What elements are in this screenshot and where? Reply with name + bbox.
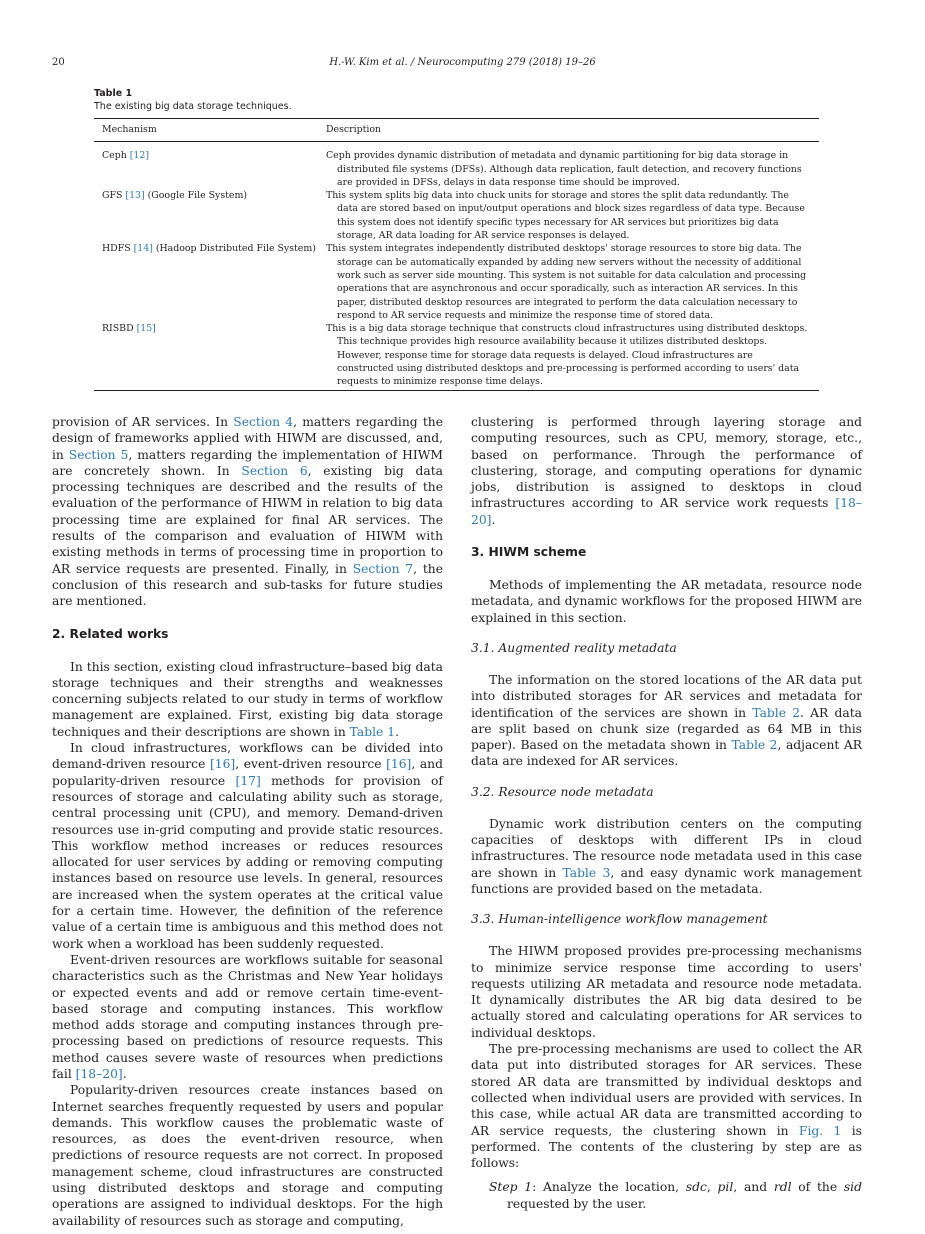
related-works-paragraph: In this section, existing cloud infrastructure–based big data storage techniques and their strengths and weaknesses concerning subjects related to our study in terms of workflow management are explained. First, existing big data storage techniques and their descriptions are shown in Table 1. (52, 659, 443, 739)
description-text: This system integrates independently distributed desktops' storage resources to store big data. The storage can be automatically expanded by adding new servers without the necessity of additional work such as server side mounting. This system is not suitable for data calculation and processing operations that are asynchronous and occur sporadically, such as interaction AR services. In this paper, distributed desktop resources are integrated to perform the data calculation necessary to respond to AR service requests and minimize the response time of stored data. (326, 243, 807, 321)
section-link[interactable]: Section 7 (352, 561, 414, 576)
hiwm-intro-paragraph: Methods of implementing the AR metadata, resource node metadata, and dynamic workflows for the proposed HIWM are explained in this section. (471, 578, 862, 625)
step-label: Step 1 (489, 1180, 533, 1195)
mechanism-name: Ceph (102, 150, 127, 162)
citation-link[interactable]: [13] (125, 190, 145, 202)
description-text: This is a big data storage technique that constructs cloud infrastructures using distributed desktops. This technique provides high resource availability because it utilizes distributed desktops. However, response time for storage data requests is delayed. Cloud infrastructures are constructed using distributed desktops and pre-processing is performed according to users' data requests to minimize response time delays. (326, 323, 808, 388)
mechanism-cell (94, 142, 318, 189)
ar-metadata-paragraph: The information on the stored locations of the AR data put into distributed storages for AR services and metadata for identification of the services are shown in Table 2. AR data are split based on chunk size (regarded as 64 MB in this paper). Based on the metadata shown in Table 2, adjacent AR data are indexed for AR services. (471, 672, 862, 769)
section-link[interactable]: Section 5 (68, 447, 129, 462)
popularity-driven-paragraph: Popularity-driven resources create instances based on Internet searches frequently requested by users and popular demands. This workflow causes the problematic waste of resources, as does the event-driven resource, when predictions of resource requests are not correct. In proposed management scheme, cloud infrastructures are constructed using distributed desktops and storage and computing operations are assigned to individual desktops. For the high availability of resources such as storage and computing, (52, 1083, 443, 1228)
citation-link[interactable]: [16] (386, 757, 412, 772)
section-link[interactable]: Section 6 (241, 463, 308, 478)
description-cell (318, 322, 819, 390)
table-label: Table 1 (94, 88, 133, 99)
right-column (471, 414, 862, 1212)
citation-link[interactable]: [18–20] (75, 1066, 123, 1081)
intro-continuation-paragraph: provision of AR services. In Section 4, matters regarding the design of frameworks applied with HIWM are discussed, and, in Section 5, matters regarding the implementation of HIWM are concretely shown. In Section 6, existing big data processing techniques are described and the results of the evaluation of the performance of HIWM in relation to big data processing time are explained for final AR services. The results of the comparison and evaluation of HIWM with existing methods in terms of processing time in proportion to AR service requests are presented. Finally, in Section 7, the conclusion of this research and sub-tasks for future studies are mentioned. (52, 415, 443, 609)
citation-link[interactable]: [18–20] (471, 496, 862, 527)
mechanism-fullname: (Google File System) (147, 190, 248, 202)
table-link[interactable]: Table 3 (562, 865, 611, 880)
subsection-3-1-heading: 3.1. Augmented reality metadata (471, 640, 677, 655)
running-header (52, 56, 873, 70)
table-row (94, 242, 819, 322)
citation-link[interactable]: [16] (209, 757, 236, 772)
table-1 (94, 88, 819, 391)
table-caption: The existing big data storage techniques. (94, 101, 292, 112)
clustering-continuation-paragraph: clustering is performed through layering storage and computing resources, such as CPU, memory, storage, etc., based on performance. Through the performance of clustering, storage, and computing operations for dynamic jobs, distribution is assigned to desktops in cloud infrastructures according to AR service work requests [18–20]. (471, 415, 862, 527)
left-column (52, 414, 443, 1229)
page-number: 20 (52, 57, 65, 68)
mechanism-name: RISBD (102, 323, 134, 335)
table-row (94, 322, 819, 390)
figure-link[interactable]: Fig. 1 (798, 1123, 842, 1138)
mechanism-name: GFS (102, 190, 123, 202)
description-text: This system splits big data into chuck units for storage and stores the split data redundantly. The data are stored based on input/output operations and block sizes regardless of data type. Because this system does not identify specific types necessary for AR services but prioritizes big data storage, AR data loading for AR service responses is delayed. (326, 190, 805, 242)
citation-link[interactable]: [12] (129, 150, 149, 162)
table-link[interactable]: Table 2 (731, 738, 778, 753)
table-row (94, 189, 819, 242)
description-cell (318, 142, 819, 189)
table-link[interactable]: Table 2 (752, 705, 801, 720)
hiwm-preprocessing-paragraph: The HIWM proposed provides pre-processing mechanisms to minimize service response time according to users' requests utilizing AR metadata and resource node metadata. It dynamically distributes the AR big data desired to be actually stored and calculating operations for AR services to individual desktops. (471, 944, 862, 1040)
mechanism-name: HDFS (102, 243, 131, 255)
citation-link[interactable]: [14] (133, 243, 153, 255)
subsection-3-3-heading: 3.3. Human-intelligence workflow management (471, 912, 768, 927)
column-header-description: Description (318, 119, 819, 142)
resource-node-paragraph: Dynamic work distribution centers on the computing capacities of desktops with different IPs in cloud infrastructures. The resource node metadata used in this case are shown in Table 3, and easy dynamic work management functions are provided based on the metadata. (471, 816, 862, 896)
description-text: Ceph provides dynamic distribution of metadata and dynamic partitioning for big data storage in distributed file systems (DFSs). Although data replication, fault detection, and recovery functions are provided in DFSs, delays in data response time should be improved. (326, 150, 802, 188)
citation-link[interactable]: [17] (235, 773, 261, 788)
mechanism-cell (94, 242, 318, 322)
subsection-3-2-heading: 3.2. Resource node metadata (471, 784, 654, 799)
storage-techniques-table (94, 118, 819, 391)
table-link[interactable]: Table 1 (349, 724, 396, 739)
citation-link[interactable]: [15] (136, 323, 156, 335)
step-1-item: Step 1: Analyze the location, sdc, pil, and rdl of the sid requested by the user. (489, 1180, 862, 1211)
column-header-mechanism: Mechanism (94, 119, 318, 142)
description-cell (318, 242, 819, 322)
mechanism-fullname: (Hadoop Distributed File System) (155, 243, 316, 255)
table-row (94, 142, 819, 189)
section-2-heading: 2. Related works (52, 626, 169, 641)
event-driven-paragraph: Event-driven resources are workflows suitable for seasonal characteristics such as the Christmas and New Year holidays or expected events and add or remove certain time-event-based storage and computing instances. This workflow method adds storage and computing instances through pre-processing based on predictions of resource requests. This method causes severe waste of resources when predictions fail [18–20]. (52, 952, 443, 1081)
workflow-types-paragraph: In cloud infrastructures, workflows can be divided into demand-driven resource [16], event-driven resource [16], and popularity-driven resource [17] methods for provision of resources of storage and calculating ability such as storage, central processing unit (CPU), and memory. Demand-driven resources use in-grid computing and provide static resources. This workflow method increases or reduces resources allocated for user services by adding or removing computing instances based on resource use levels. In general, resources are increased when the system operates at the critical value for a certain time. However, the definition of the reference value of a certain time is ambiguous and this method does not work when a workload has been suddenly requested. (52, 741, 443, 951)
clustering-steps-intro-paragraph: The pre-processing mechanisms are used to collect the AR data put into distributed storages for AR services. These stored AR data are transmitted by individual desktops and collected when individual users are provided with services. In this case, while actual AR data are transmitted according to AR service requests, the clustering shown in Fig. 1 is performed. The contents of the clustering by step are as follows: (471, 1042, 862, 1171)
mechanism-cell (94, 189, 318, 242)
journal-citation: H.-W. Kim et al. / Neurocomputing 279 (2018) 19–26 (329, 57, 596, 68)
description-cell (318, 189, 819, 242)
section-link[interactable]: Section 4 (233, 415, 294, 429)
section-3-heading: 3. HIWM scheme (471, 545, 587, 560)
mechanism-cell (94, 322, 318, 390)
